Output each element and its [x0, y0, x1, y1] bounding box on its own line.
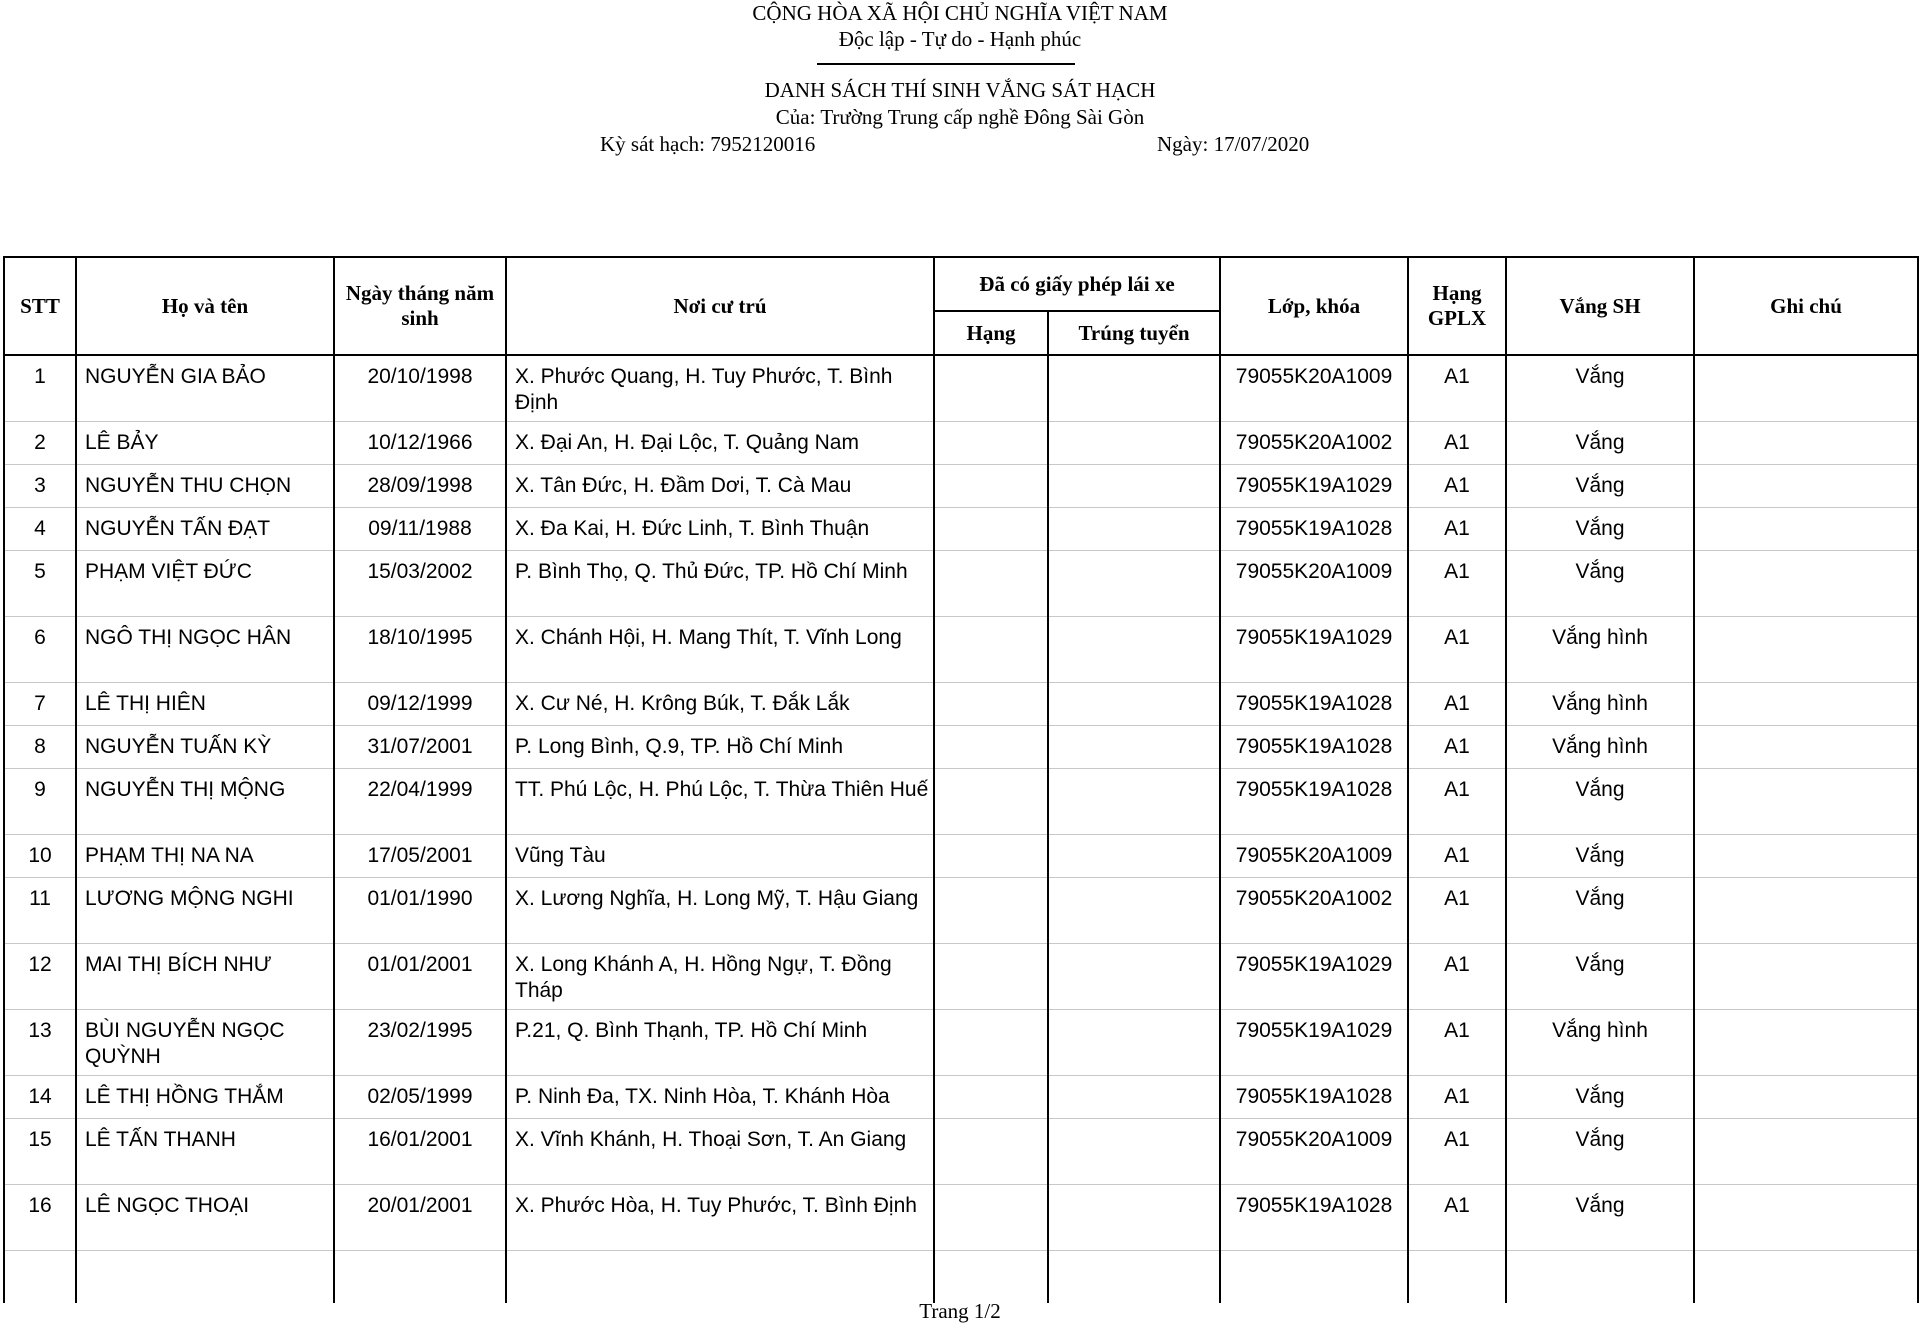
- table-row: [4, 465, 1918, 508]
- row-name: NGUYỄN TUẤN KỲ: [76, 726, 334, 769]
- row-address: Vũng Tàu: [506, 835, 934, 878]
- col-license-pass: Trúng tuyển: [1048, 311, 1220, 355]
- row-class: 79055K19A1028: [1220, 683, 1408, 726]
- row-address: X. Tân Đức, H. Đầm Dơi, T. Cà Mau: [506, 465, 934, 508]
- table-row: [4, 944, 1918, 1010]
- row-absent: Vắng: [1506, 1076, 1694, 1119]
- row-address: X. Long Khánh A, H. Hồng Ngự, T. Đồng Tháp: [506, 944, 934, 1010]
- row-license-pass: [1048, 878, 1220, 944]
- row-license-pass: [1048, 726, 1220, 769]
- row-class: 79055K19A1029: [1220, 617, 1408, 683]
- row-dob: 01/01/1990: [334, 878, 506, 944]
- exam-date: Ngày: 17/07/2020: [1157, 132, 1310, 156]
- row-name: LÊ TẤN THANH: [76, 1119, 334, 1185]
- row-class: 79055K19A1029: [1220, 465, 1408, 508]
- row-license-rank: [934, 1185, 1048, 1251]
- row-license-pass: [1048, 683, 1220, 726]
- row-license-pass: [1048, 551, 1220, 617]
- row-license-pass: [1048, 422, 1220, 465]
- row-absent: Vắng: [1506, 1119, 1694, 1185]
- row-name: NGUYỄN THỊ MỘNG: [76, 769, 334, 835]
- table-row-blank: [4, 1251, 1918, 1304]
- school-name: Của: Trường Trung cấp nghề Đông Sài Gòn: [775, 105, 1145, 129]
- table-row: [4, 1010, 1918, 1076]
- row-name: NGUYỄN GIA BẢO: [76, 355, 334, 422]
- row-address: TT. Phú Lộc, H. Phú Lộc, T. Thừa Thiên Huế: [506, 769, 934, 835]
- row-absent: Vắng hình: [1506, 1010, 1694, 1076]
- row-note: [1694, 1119, 1918, 1185]
- row-class: 79055K19A1028: [1220, 508, 1408, 551]
- row-stt: 8: [4, 726, 76, 769]
- table-row: [4, 1185, 1918, 1251]
- row-class: 79055K20A1009: [1220, 1119, 1408, 1185]
- row-license-pass: [1048, 355, 1220, 422]
- row-note: [1694, 835, 1918, 878]
- row-class: 79055K19A1028: [1220, 769, 1408, 835]
- row-gplx: A1: [1408, 551, 1506, 617]
- row-stt: 15: [4, 1119, 76, 1185]
- table-row: [4, 1076, 1918, 1119]
- row-class: 79055K20A1002: [1220, 422, 1408, 465]
- row-stt: 2: [4, 422, 76, 465]
- row-gplx: A1: [1408, 769, 1506, 835]
- row-note: [1694, 1185, 1918, 1251]
- row-dob: 16/01/2001: [334, 1119, 506, 1185]
- row-note: [1694, 1076, 1918, 1119]
- col-license-rank: Hạng: [934, 311, 1048, 355]
- row-name: MAI THỊ BÍCH NHƯ: [76, 944, 334, 1010]
- row-gplx: A1: [1408, 878, 1506, 944]
- row-absent: Vắng hình: [1506, 617, 1694, 683]
- row-note: [1694, 551, 1918, 617]
- row-dob: 20/10/1998: [334, 355, 506, 422]
- table-row: [4, 617, 1918, 683]
- table-row: [4, 878, 1918, 944]
- row-absent: Vắng: [1506, 355, 1694, 422]
- row-license-rank: [934, 422, 1048, 465]
- row-license-rank: [934, 1119, 1048, 1185]
- row-gplx: A1: [1408, 726, 1506, 769]
- table-row: [4, 726, 1918, 769]
- row-note: [1694, 683, 1918, 726]
- row-gplx: A1: [1408, 683, 1506, 726]
- row-license-rank: [934, 1010, 1048, 1076]
- col-absent: Vắng SH: [1506, 257, 1694, 355]
- absent-candidates-table: [3, 256, 1919, 1303]
- row-address: X. Cư Né, H. Krông Búk, T. Đắk Lắk: [506, 683, 934, 726]
- row-note: [1694, 617, 1918, 683]
- row-name: NGÔ THỊ NGỌC HÂN: [76, 617, 334, 683]
- row-license-rank: [934, 355, 1048, 422]
- row-absent: Vắng: [1506, 769, 1694, 835]
- row-dob: 17/05/2001: [334, 835, 506, 878]
- row-address: X. Phước Hòa, H. Tuy Phước, T. Bình Định: [506, 1185, 934, 1251]
- row-stt: 3: [4, 465, 76, 508]
- row-license-rank: [934, 878, 1048, 944]
- row-dob: 09/12/1999: [334, 683, 506, 726]
- row-address: P.21, Q. Bình Thạnh, TP. Hồ Chí Minh: [506, 1010, 934, 1076]
- row-gplx: A1: [1408, 835, 1506, 878]
- row-gplx: A1: [1408, 508, 1506, 551]
- row-dob: 18/10/1995: [334, 617, 506, 683]
- row-class: 79055K20A1002: [1220, 878, 1408, 944]
- row-address: X. Phước Quang, H. Tuy Phước, T. Bình Định: [506, 355, 934, 422]
- row-license-pass: [1048, 617, 1220, 683]
- row-address: X. Lương Nghĩa, H. Long Mỹ, T. Hậu Giang: [506, 878, 934, 944]
- row-class: 79055K19A1028: [1220, 1076, 1408, 1119]
- table-header: [4, 257, 1918, 355]
- row-note: [1694, 422, 1918, 465]
- table-row: [4, 835, 1918, 878]
- table-row: [4, 683, 1918, 726]
- table-body: [4, 355, 1918, 1303]
- row-license-rank: [934, 944, 1048, 1010]
- row-license-rank: [934, 835, 1048, 878]
- row-license-pass: [1048, 508, 1220, 551]
- row-absent: Vắng: [1506, 422, 1694, 465]
- row-license-pass: [1048, 944, 1220, 1010]
- row-license-rank: [934, 726, 1048, 769]
- row-license-rank: [934, 508, 1048, 551]
- row-stt: 5: [4, 551, 76, 617]
- row-gplx: A1: [1408, 944, 1506, 1010]
- row-name: PHẠM VIỆT ĐỨC: [76, 551, 334, 617]
- row-dob: 02/05/1999: [334, 1076, 506, 1119]
- table-row: [4, 422, 1918, 465]
- row-absent: Vắng: [1506, 508, 1694, 551]
- col-address: Nơi cư trú: [506, 257, 934, 355]
- row-dob: 09/11/1988: [334, 508, 506, 551]
- row-name: LÊ THỊ HỒNG THẮM: [76, 1076, 334, 1119]
- row-absent: Vắng: [1506, 551, 1694, 617]
- col-dob: Ngày tháng năm sinh: [334, 257, 506, 355]
- col-gplx: Hạng GPLX: [1408, 257, 1506, 355]
- row-address: X. Chánh Hội, H. Mang Thít, T. Vĩnh Long: [506, 617, 934, 683]
- table-row: [4, 1119, 1918, 1185]
- row-license-pass: [1048, 1185, 1220, 1251]
- col-license-group: Đã có giấy phép lái xe: [934, 257, 1220, 311]
- table-row: [4, 355, 1918, 422]
- row-name: NGUYỄN TẤN ĐẠT: [76, 508, 334, 551]
- row-name: LƯƠNG MỘNG NGHI: [76, 878, 334, 944]
- row-stt: 16: [4, 1185, 76, 1251]
- row-class: 79055K19A1029: [1220, 1010, 1408, 1076]
- row-license-pass: [1048, 1010, 1220, 1076]
- row-absent: Vắng: [1506, 1185, 1694, 1251]
- document-title: DANH SÁCH THÍ SINH VẮNG SÁT HẠCH: [764, 78, 1156, 102]
- row-dob: 22/04/1999: [334, 769, 506, 835]
- row-stt: 13: [4, 1010, 76, 1076]
- row-stt: 12: [4, 944, 76, 1010]
- row-license-pass: [1048, 769, 1220, 835]
- row-absent: Vắng: [1506, 835, 1694, 878]
- row-absent: Vắng hình: [1506, 683, 1694, 726]
- row-gplx: A1: [1408, 422, 1506, 465]
- row-class: 79055K20A1009: [1220, 835, 1408, 878]
- row-address: X. Đa Kai, H. Đức Linh, T. Bình Thuận: [506, 508, 934, 551]
- row-absent: Vắng: [1506, 465, 1694, 508]
- row-stt: 7: [4, 683, 76, 726]
- row-class: 79055K19A1028: [1220, 726, 1408, 769]
- row-name: NGUYỄN THU CHỌN: [76, 465, 334, 508]
- row-dob: 31/07/2001: [334, 726, 506, 769]
- row-stt: 4: [4, 508, 76, 551]
- row-class: 79055K20A1009: [1220, 551, 1408, 617]
- row-class: 79055K19A1029: [1220, 944, 1408, 1010]
- row-address: P. Bình Thọ, Q. Thủ Đức, TP. Hồ Chí Minh: [506, 551, 934, 617]
- col-note: Ghi chú: [1694, 257, 1918, 355]
- table-row: [4, 508, 1918, 551]
- row-class: 79055K20A1009: [1220, 355, 1408, 422]
- row-license-rank: [934, 683, 1048, 726]
- row-note: [1694, 878, 1918, 944]
- row-dob: 20/01/2001: [334, 1185, 506, 1251]
- row-absent: Vắng hình: [1506, 726, 1694, 769]
- row-note: [1694, 726, 1918, 769]
- row-dob: 01/01/2001: [334, 944, 506, 1010]
- row-license-pass: [1048, 1076, 1220, 1119]
- table-row: [4, 769, 1918, 835]
- row-gplx: A1: [1408, 1010, 1506, 1076]
- row-stt: 14: [4, 1076, 76, 1119]
- row-license-rank: [934, 551, 1048, 617]
- col-class: Lớp, khóa: [1220, 257, 1408, 355]
- page-number: Trang 1/2: [919, 1299, 1001, 1323]
- row-name: LÊ NGỌC THOẠI: [76, 1185, 334, 1251]
- row-class: 79055K19A1028: [1220, 1185, 1408, 1251]
- table-row: [4, 551, 1918, 617]
- row-gplx: A1: [1408, 465, 1506, 508]
- row-dob: 23/02/1995: [334, 1010, 506, 1076]
- col-stt: STT: [4, 257, 76, 355]
- row-note: [1694, 944, 1918, 1010]
- row-license-rank: [934, 769, 1048, 835]
- row-dob: 10/12/1966: [334, 422, 506, 465]
- row-license-pass: [1048, 835, 1220, 878]
- row-note: [1694, 355, 1918, 422]
- row-gplx: A1: [1408, 1076, 1506, 1119]
- row-stt: 10: [4, 835, 76, 878]
- row-note: [1694, 465, 1918, 508]
- row-name: LÊ BẢY: [76, 422, 334, 465]
- row-stt: 11: [4, 878, 76, 944]
- header-divider: [817, 63, 1075, 65]
- national-motto: Độc lập - Tự do - Hạnh phúc: [838, 27, 1082, 51]
- row-license-rank: [934, 1076, 1048, 1119]
- row-gplx: A1: [1408, 1185, 1506, 1251]
- row-name: PHẠM THỊ NA NA: [76, 835, 334, 878]
- row-address: X. Đại An, H. Đại Lộc, T. Quảng Nam: [506, 422, 934, 465]
- row-name: LÊ THỊ HIÊN: [76, 683, 334, 726]
- row-note: [1694, 508, 1918, 551]
- row-name: BÙI NGUYỄN NGỌC QUỲNH: [76, 1010, 334, 1076]
- row-address: X. Vĩnh Khánh, H. Thoại Sơn, T. An Giang: [506, 1119, 934, 1185]
- nation-name: CỘNG HÒA XÃ HỘI CHỦ NGHĨA VIỆT NAM: [752, 1, 1168, 25]
- row-address: P. Long Bình, Q.9, TP. Hồ Chí Minh: [506, 726, 934, 769]
- row-note: [1694, 769, 1918, 835]
- row-dob: 15/03/2002: [334, 551, 506, 617]
- row-gplx: A1: [1408, 355, 1506, 422]
- exam-number: Kỳ sát hạch: 7952120016: [600, 132, 816, 156]
- row-stt: 1: [4, 355, 76, 422]
- col-name: Họ và tên: [76, 257, 334, 355]
- row-absent: Vắng: [1506, 878, 1694, 944]
- row-license-pass: [1048, 465, 1220, 508]
- row-address: P. Ninh Đa, TX. Ninh Hòa, T. Khánh Hòa: [506, 1076, 934, 1119]
- row-license-rank: [934, 465, 1048, 508]
- row-stt: 6: [4, 617, 76, 683]
- row-stt: 9: [4, 769, 76, 835]
- row-dob: 28/09/1998: [334, 465, 506, 508]
- row-absent: Vắng: [1506, 944, 1694, 1010]
- row-note: [1694, 1010, 1918, 1076]
- row-gplx: A1: [1408, 1119, 1506, 1185]
- row-gplx: A1: [1408, 617, 1506, 683]
- row-license-rank: [934, 617, 1048, 683]
- row-license-pass: [1048, 1119, 1220, 1185]
